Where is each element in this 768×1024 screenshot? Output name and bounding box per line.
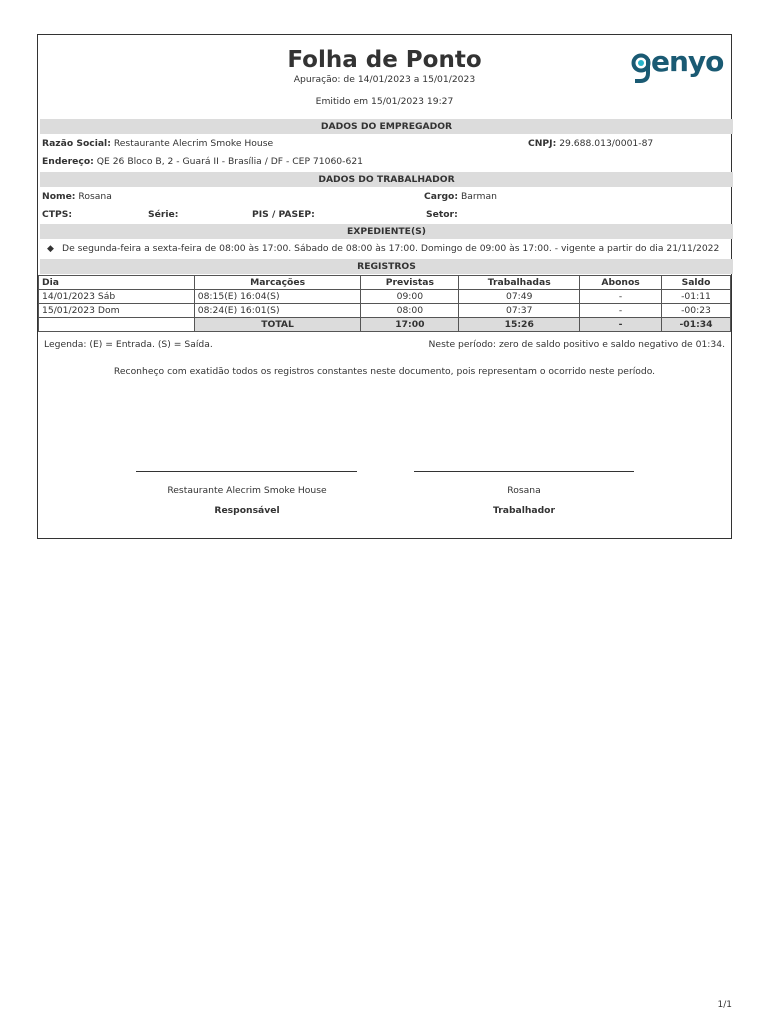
cell-total-previstas: 17:00 — [361, 318, 459, 332]
cell-total-abonos: - — [580, 318, 662, 332]
nome-field — [42, 191, 112, 202]
cell-previstas: 09:00 — [361, 290, 459, 304]
employer-section-header: DADOS DO EMPREGADOR — [40, 119, 733, 134]
cell-abonos: - — [580, 304, 662, 318]
ctps-field — [42, 209, 72, 220]
cell-total-label: TOTAL — [194, 318, 361, 332]
setor-field — [426, 209, 458, 220]
records-header-row — [39, 276, 731, 290]
company-logo — [631, 47, 723, 83]
setor-label: Setor: — [426, 209, 458, 220]
balance-summary-text: Neste período: zero de saldo positivo e saldo negativo de 01:34. — [428, 339, 725, 350]
schedule-section-header: EXPEDIENTE(S) — [40, 224, 733, 239]
cell-previstas: 08:00 — [361, 304, 459, 318]
total-row — [39, 318, 731, 332]
cell-trabalhadas: 07:37 — [459, 304, 580, 318]
worker-signature-name: Rosana — [507, 485, 541, 496]
records-table — [38, 275, 731, 332]
issued-text: Emitido em 15/01/2023 19:27 — [315, 96, 454, 107]
pis-field — [252, 209, 315, 220]
cell-dia: 15/01/2023 Dom — [39, 304, 195, 318]
endereco-field — [42, 156, 363, 167]
cargo-label: Cargo: — [424, 191, 459, 202]
serie-field — [148, 209, 178, 220]
page-number: 1/1 — [717, 1000, 732, 1010]
nome-value: Rosana — [78, 191, 112, 202]
endereco-value: QE 26 Bloco B, 2 - Guará II - Brasília / DF - CEP 71060-621 — [96, 156, 364, 167]
worker-section-header: DADOS DO TRABALHADOR — [40, 172, 733, 187]
diamond-bullet-icon: ◆ — [47, 244, 54, 254]
cell-marcacoes: 08:24(E) 16:01(S) — [194, 304, 361, 318]
timesheet-document — [37, 34, 732, 539]
page-title: Folha de Ponto — [287, 47, 482, 73]
logo-g-icon — [631, 53, 653, 89]
column-header: Marcações — [194, 276, 361, 290]
worker-signature-line — [414, 471, 634, 472]
column-header: Abonos — [580, 276, 662, 290]
razao-social-label: Razão Social: — [42, 138, 111, 149]
employer-signature-role: Responsável — [214, 505, 280, 516]
schedule-text: De segunda-feira a sexta-feira de 08:00 às 17:00. Sábado de 08:00 às 17:00. Domingo de 09:00 às 17:00. - vigente a partir do dia 21/11/2022 — [62, 243, 720, 254]
pis-label: PIS / PASEP: — [252, 209, 315, 220]
cargo-field — [424, 191, 497, 202]
cell-marcacoes: 08:15(E) 16:04(S) — [194, 290, 361, 304]
records-section-header: REGISTROS — [40, 259, 733, 274]
cnpj-label: CNPJ: — [528, 138, 557, 149]
cell-trabalhadas: 07:49 — [459, 290, 580, 304]
period-text: Apuração: de 14/01/2023 a 15/01/2023 — [293, 74, 476, 85]
cell-empty — [39, 318, 195, 332]
legend-text: Legenda: (E) = Entrada. (S) = Saída. — [44, 339, 213, 350]
cell-total-trabalhadas: 15:26 — [459, 318, 580, 332]
cell-saldo: -01:11 — [662, 290, 731, 304]
column-header: Previstas — [361, 276, 459, 290]
cnpj-value: 29.688.013/0001-87 — [559, 138, 654, 149]
endereco-label: Endereço: — [42, 156, 94, 167]
column-header: Trabalhadas — [459, 276, 580, 290]
column-header: Saldo — [662, 276, 731, 290]
razao-social-value: Restaurante Alecrim Smoke House — [113, 138, 274, 149]
ctps-label: CTPS: — [42, 209, 73, 220]
employer-signature-name: Restaurante Alecrim Smoke House — [167, 485, 327, 496]
table-row — [39, 304, 731, 318]
nome-label: Nome: — [42, 191, 76, 202]
cargo-value: Barman — [460, 191, 497, 202]
logo-wordmark: enyo — [651, 45, 724, 78]
table-row — [39, 290, 731, 304]
razao-social-field — [42, 138, 273, 149]
column-header: Dia — [39, 276, 195, 290]
employer-signature-line — [136, 471, 357, 472]
serie-label: Série: — [148, 209, 179, 220]
cell-total-saldo: -01:34 — [662, 318, 731, 332]
acknowledgement-text: Reconheço com exatidão todos os registros constantes neste documento, pois representam o ocorrido neste período. — [113, 366, 656, 377]
cell-dia: 14/01/2023 Sáb — [39, 290, 195, 304]
cell-saldo: -00:23 — [662, 304, 731, 318]
worker-signature-role: Trabalhador — [492, 505, 556, 516]
cell-abonos: - — [580, 290, 662, 304]
cnpj-field — [528, 138, 653, 149]
